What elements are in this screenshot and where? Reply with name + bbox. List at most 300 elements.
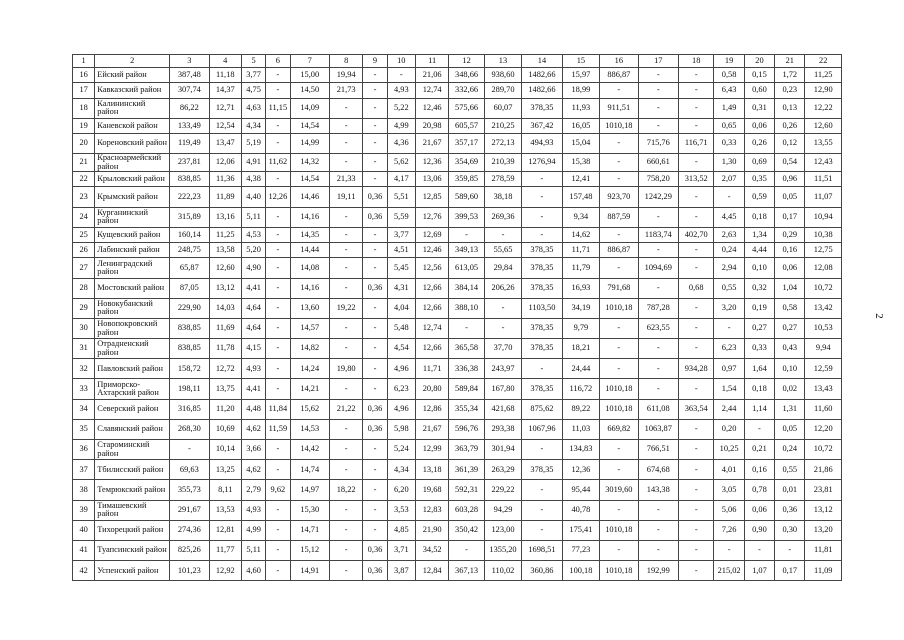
value-cell: -: [266, 520, 290, 540]
column-header: 4: [209, 55, 241, 68]
value-cell: 378,35: [522, 243, 562, 258]
value-cell: 5,45: [387, 258, 415, 278]
value-cell: 2,44: [714, 399, 744, 419]
value-cell: 14,46: [290, 187, 329, 207]
value-cell: 4,96: [387, 399, 415, 419]
table-row: [73, 98, 842, 118]
value-cell: 12,66: [415, 278, 448, 298]
value-cell: -: [522, 227, 562, 242]
value-cell: 21,33: [329, 172, 362, 187]
column-header: 9: [363, 55, 387, 68]
value-cell: 23,81: [805, 480, 842, 500]
value-cell: 15,62: [290, 399, 329, 419]
column-header: 12: [449, 55, 484, 68]
table-row: [73, 118, 842, 133]
value-cell: 1,49: [714, 98, 744, 118]
value-cell: 0,23: [775, 83, 805, 98]
value-cell: 11,78: [209, 339, 241, 359]
value-cell: -: [638, 278, 678, 298]
value-cell: 12,06: [209, 154, 241, 172]
value-cell: -: [638, 98, 678, 118]
table-row: [73, 359, 842, 379]
value-cell: -: [363, 258, 387, 278]
value-cell: 210,25: [484, 118, 521, 133]
value-cell: 4,40: [241, 187, 265, 207]
value-cell: -: [329, 318, 362, 338]
value-cell: 332,66: [449, 83, 484, 98]
value-cell: 6,23: [714, 339, 744, 359]
value-cell: 838,85: [170, 339, 209, 359]
value-cell: -: [329, 278, 362, 298]
value-cell: 123,00: [484, 520, 521, 540]
value-cell: 0,59: [744, 187, 774, 207]
value-cell: 360,86: [522, 561, 562, 581]
district-name-cell: Тимашевский район: [95, 500, 170, 520]
value-cell: 3,05: [714, 480, 744, 500]
value-cell: 12,85: [415, 187, 448, 207]
value-cell: 94,29: [484, 500, 521, 520]
value-cell: -: [449, 540, 484, 560]
district-name-cell: Лабинский район: [95, 243, 170, 258]
value-cell: -: [329, 339, 362, 359]
value-cell: -: [363, 480, 387, 500]
value-cell: 12,81: [209, 520, 241, 540]
value-cell: 4,36: [387, 134, 415, 154]
value-cell: -: [329, 98, 362, 118]
value-cell: 13,60: [290, 298, 329, 318]
value-cell: 4,15: [241, 339, 265, 359]
value-cell: -: [600, 227, 638, 242]
value-cell: -: [266, 561, 290, 581]
value-cell: 14,37: [209, 83, 241, 98]
value-cell: 100,18: [562, 561, 599, 581]
value-cell: 4,93: [387, 83, 415, 98]
value-cell: -: [522, 520, 562, 540]
value-cell: 198,11: [170, 379, 209, 399]
row-number-cell: 38: [73, 480, 95, 500]
value-cell: 307,74: [170, 83, 209, 98]
value-cell: 14,32: [290, 154, 329, 172]
value-cell: 1010,18: [600, 399, 638, 419]
district-name-cell: Отрадненский район: [95, 339, 170, 359]
value-cell: 12,59: [805, 359, 842, 379]
value-cell: 4,48: [241, 399, 265, 419]
value-cell: -: [266, 207, 290, 227]
value-cell: -: [329, 243, 362, 258]
value-cell: 669,82: [600, 419, 638, 439]
column-header: 2: [95, 55, 170, 68]
value-cell: -: [329, 540, 362, 560]
value-cell: 158,72: [170, 359, 209, 379]
value-cell: 1482,66: [522, 83, 562, 98]
value-cell: 3,66: [241, 440, 265, 460]
value-cell: -: [679, 540, 714, 560]
value-cell: 12,75: [805, 243, 842, 258]
row-number-cell: 18: [73, 98, 95, 118]
value-cell: 0,21: [744, 440, 774, 460]
value-cell: 1067,96: [522, 419, 562, 439]
value-cell: 4,53: [241, 227, 265, 242]
value-cell: -: [266, 298, 290, 318]
value-cell: -: [363, 154, 387, 172]
value-cell: 8,11: [209, 480, 241, 500]
value-cell: 0,90: [744, 520, 774, 540]
value-cell: 19,68: [415, 480, 448, 500]
value-cell: 11,81: [805, 540, 842, 560]
value-cell: -: [600, 500, 638, 520]
value-cell: -: [170, 440, 209, 460]
district-name-cell: Калининский район: [95, 98, 170, 118]
value-cell: -: [329, 379, 362, 399]
value-cell: 110,02: [484, 561, 521, 581]
value-cell: 301,94: [484, 440, 521, 460]
value-cell: 15,00: [290, 68, 329, 83]
value-cell: 3,53: [387, 500, 415, 520]
value-cell: -: [363, 172, 387, 187]
value-cell: 0,16: [775, 243, 805, 258]
value-cell: 0,30: [775, 520, 805, 540]
value-cell: 589,84: [449, 379, 484, 399]
value-cell: 14,50: [290, 83, 329, 98]
value-cell: -: [329, 561, 362, 581]
value-cell: 0,18: [744, 207, 774, 227]
value-cell: 95,44: [562, 480, 599, 500]
value-cell: 0,29: [775, 227, 805, 242]
value-cell: 20,80: [415, 379, 448, 399]
value-cell: 14,54: [290, 118, 329, 133]
value-cell: 5,62: [387, 154, 415, 172]
value-cell: 1355,20: [484, 540, 521, 560]
value-cell: 384,14: [449, 278, 484, 298]
value-cell: 378,35: [522, 278, 562, 298]
row-number-cell: 26: [73, 243, 95, 258]
value-cell: 13,16: [209, 207, 241, 227]
value-cell: 611,08: [638, 399, 678, 419]
value-cell: -: [638, 339, 678, 359]
value-cell: 14,62: [562, 227, 599, 242]
value-cell: 13,55: [805, 134, 842, 154]
value-cell: 0,58: [714, 68, 744, 83]
value-cell: -: [638, 118, 678, 133]
row-number-cell: 27: [73, 258, 95, 278]
value-cell: 0,17: [775, 561, 805, 581]
value-cell: 15,38: [562, 154, 599, 172]
value-cell: 825,26: [170, 540, 209, 560]
value-cell: 12,74: [415, 318, 448, 338]
value-cell: 938,60: [484, 68, 521, 83]
value-cell: 1,04: [775, 278, 805, 298]
value-cell: 12,72: [209, 359, 241, 379]
value-cell: 4,54: [387, 339, 415, 359]
value-cell: -: [363, 359, 387, 379]
column-header: 14: [522, 55, 562, 68]
value-cell: 4,85: [387, 520, 415, 540]
value-cell: 0,26: [775, 118, 805, 133]
value-cell: 12,83: [415, 500, 448, 520]
value-cell: 274,36: [170, 520, 209, 540]
value-cell: -: [266, 118, 290, 133]
value-cell: 3,87: [387, 561, 415, 581]
value-cell: 5,24: [387, 440, 415, 460]
district-name-cell: Павловский район: [95, 359, 170, 379]
value-cell: 4,01: [714, 460, 744, 480]
value-cell: -: [679, 318, 714, 338]
value-cell: 1698,51: [522, 540, 562, 560]
value-cell: 0,65: [714, 118, 744, 133]
value-cell: 715,76: [638, 134, 678, 154]
value-cell: 887,59: [600, 207, 638, 227]
value-cell: 18,99: [562, 83, 599, 98]
value-cell: 0,96: [775, 172, 805, 187]
column-header: 10: [387, 55, 415, 68]
value-cell: 14,16: [290, 278, 329, 298]
value-cell: 0,68: [679, 278, 714, 298]
value-cell: 34,19: [562, 298, 599, 318]
column-header: 1: [73, 55, 95, 68]
value-cell: 0,06: [775, 258, 805, 278]
value-cell: 0,43: [775, 339, 805, 359]
value-cell: 1,34: [744, 227, 774, 242]
district-name-cell: Славянский район: [95, 419, 170, 439]
value-cell: 289,70: [484, 83, 521, 98]
value-cell: 0,10: [775, 359, 805, 379]
value-cell: 1,30: [714, 154, 744, 172]
column-header: 22: [805, 55, 842, 68]
value-cell: 19,11: [329, 187, 362, 207]
value-cell: 2,07: [714, 172, 744, 187]
value-cell: -: [363, 318, 387, 338]
row-number-cell: 25: [73, 227, 95, 242]
value-cell: 4,44: [744, 243, 774, 258]
value-cell: -: [679, 83, 714, 98]
value-cell: 0,10: [744, 258, 774, 278]
value-cell: -: [522, 500, 562, 520]
value-cell: 157,48: [562, 187, 599, 207]
value-cell: 12,69: [415, 227, 448, 242]
value-cell: 14,16: [290, 207, 329, 227]
value-cell: -: [266, 318, 290, 338]
value-cell: 11,18: [209, 68, 241, 83]
value-cell: 12,60: [805, 118, 842, 133]
column-header: 21: [775, 55, 805, 68]
value-cell: 18,21: [562, 339, 599, 359]
value-cell: 12,22: [805, 98, 842, 118]
value-cell: 12,99: [415, 440, 448, 460]
value-cell: 766,51: [638, 440, 678, 460]
value-cell: -: [387, 68, 415, 83]
value-cell: 1010,18: [600, 379, 638, 399]
value-cell: 0,60: [744, 83, 774, 98]
value-cell: 363,79: [449, 440, 484, 460]
value-cell: 11,25: [209, 227, 241, 242]
value-cell: 11,59: [266, 419, 290, 439]
value-cell: 0,36: [363, 561, 387, 581]
district-name-cell: Каневской район: [95, 118, 170, 133]
table-row: [73, 278, 842, 298]
value-cell: 21,06: [415, 68, 448, 83]
value-cell: 11,79: [562, 258, 599, 278]
value-cell: 167,80: [484, 379, 521, 399]
row-number-cell: 24: [73, 207, 95, 227]
value-cell: 10,72: [805, 278, 842, 298]
value-cell: 5,11: [241, 540, 265, 560]
value-cell: 3,20: [714, 298, 744, 318]
row-number-cell: 42: [73, 561, 95, 581]
value-cell: 367,42: [522, 118, 562, 133]
value-cell: 272,13: [484, 134, 521, 154]
column-header: 18: [679, 55, 714, 68]
value-cell: 4,93: [241, 359, 265, 379]
value-cell: 38,18: [484, 187, 521, 207]
value-cell: 12,36: [562, 460, 599, 480]
value-cell: -: [449, 318, 484, 338]
row-number-cell: 33: [73, 379, 95, 399]
value-cell: 399,53: [449, 207, 484, 227]
value-cell: 5,51: [387, 187, 415, 207]
value-cell: 3,71: [387, 540, 415, 560]
value-cell: 4,34: [387, 460, 415, 480]
value-cell: 9,34: [562, 207, 599, 227]
value-cell: 791,68: [600, 278, 638, 298]
value-cell: 3019,60: [600, 480, 638, 500]
column-header: 5: [241, 55, 265, 68]
value-cell: 0,02: [775, 379, 805, 399]
value-cell: 14,03: [209, 298, 241, 318]
value-cell: 886,87: [600, 68, 638, 83]
value-cell: 11,03: [562, 419, 599, 439]
value-cell: 0,35: [744, 172, 774, 187]
value-cell: 116,71: [679, 134, 714, 154]
value-cell: 14,35: [290, 227, 329, 242]
value-cell: 65,87: [170, 258, 209, 278]
value-cell: 13,12: [209, 278, 241, 298]
value-cell: 1276,94: [522, 154, 562, 172]
value-cell: 2,79: [241, 480, 265, 500]
district-name-cell: Красноармейский район: [95, 154, 170, 172]
value-cell: 11,51: [805, 172, 842, 187]
value-cell: 0,19: [744, 298, 774, 318]
value-cell: 4,45: [714, 207, 744, 227]
value-cell: 0,27: [744, 318, 774, 338]
value-cell: -: [266, 134, 290, 154]
value-cell: 11,71: [415, 359, 448, 379]
value-cell: -: [600, 318, 638, 338]
value-cell: 838,85: [170, 172, 209, 187]
table-row: [73, 440, 842, 460]
value-cell: 0,97: [714, 359, 744, 379]
table-row: [73, 520, 842, 540]
value-cell: -: [679, 440, 714, 460]
value-cell: 0,05: [775, 187, 805, 207]
value-cell: 6,20: [387, 480, 415, 500]
value-cell: 10,38: [805, 227, 842, 242]
value-cell: 24,44: [562, 359, 599, 379]
value-cell: -: [363, 227, 387, 242]
value-cell: 0,54: [775, 154, 805, 172]
district-name-cell: Северский район: [95, 399, 170, 419]
value-cell: 0,58: [775, 298, 805, 318]
value-cell: -: [638, 83, 678, 98]
district-name-cell: Темрюкский район: [95, 480, 170, 500]
value-cell: 11,09: [805, 561, 842, 581]
value-cell: -: [679, 419, 714, 439]
value-cell: 388,10: [449, 298, 484, 318]
value-cell: 923,70: [600, 187, 638, 207]
column-header: 16: [600, 55, 638, 68]
value-cell: 402,70: [679, 227, 714, 242]
value-cell: 143,38: [638, 480, 678, 500]
value-cell: -: [775, 540, 805, 560]
value-cell: 421,68: [484, 399, 521, 419]
value-cell: 278,59: [484, 172, 521, 187]
value-cell: 12,54: [209, 118, 241, 133]
value-cell: 4,60: [241, 561, 265, 581]
value-cell: 14,82: [290, 339, 329, 359]
value-cell: 1,64: [744, 359, 774, 379]
column-header: 17: [638, 55, 678, 68]
value-cell: 603,28: [449, 500, 484, 520]
value-cell: 0,05: [775, 419, 805, 439]
value-cell: -: [522, 207, 562, 227]
value-cell: -: [329, 227, 362, 242]
value-cell: -: [266, 68, 290, 83]
value-cell: 12,46: [415, 243, 448, 258]
value-cell: 14,54: [290, 172, 329, 187]
value-cell: 0,36: [363, 540, 387, 560]
page-number: 2: [872, 313, 885, 319]
value-cell: 0,32: [744, 278, 774, 298]
value-cell: 1063,87: [638, 419, 678, 439]
value-cell: 160,14: [170, 227, 209, 242]
value-cell: 0,36: [363, 399, 387, 419]
value-cell: -: [679, 154, 714, 172]
value-cell: -: [363, 298, 387, 318]
table-row: [73, 298, 842, 318]
value-cell: 69,63: [170, 460, 209, 480]
value-cell: 7,26: [714, 520, 744, 540]
value-cell: 0,15: [744, 68, 774, 83]
data-table: [72, 54, 842, 581]
value-cell: 3,77: [241, 68, 265, 83]
column-header: 6: [266, 55, 290, 68]
value-cell: 11,93: [562, 98, 599, 118]
header-row: [73, 55, 842, 68]
value-cell: 269,36: [484, 207, 521, 227]
value-cell: -: [363, 68, 387, 83]
value-cell: 89,22: [562, 399, 599, 419]
district-name-cell: Курганинский район: [95, 207, 170, 227]
table-row: [73, 561, 842, 581]
value-cell: -: [679, 298, 714, 318]
value-cell: -: [484, 318, 521, 338]
value-cell: 175,41: [562, 520, 599, 540]
value-cell: 0,12: [775, 134, 805, 154]
value-cell: 116,72: [562, 379, 599, 399]
table-row: [73, 500, 842, 520]
value-cell: 11,62: [266, 154, 290, 172]
value-cell: 11,07: [805, 187, 842, 207]
value-cell: 11,36: [209, 172, 241, 187]
value-cell: 5,22: [387, 98, 415, 118]
value-cell: -: [679, 379, 714, 399]
value-cell: 13,06: [415, 172, 448, 187]
value-cell: 357,17: [449, 134, 484, 154]
district-name-cell: Ленинградский район: [95, 258, 170, 278]
value-cell: -: [363, 379, 387, 399]
value-cell: -: [329, 134, 362, 154]
value-cell: 1010,18: [600, 118, 638, 133]
value-cell: 623,55: [638, 318, 678, 338]
